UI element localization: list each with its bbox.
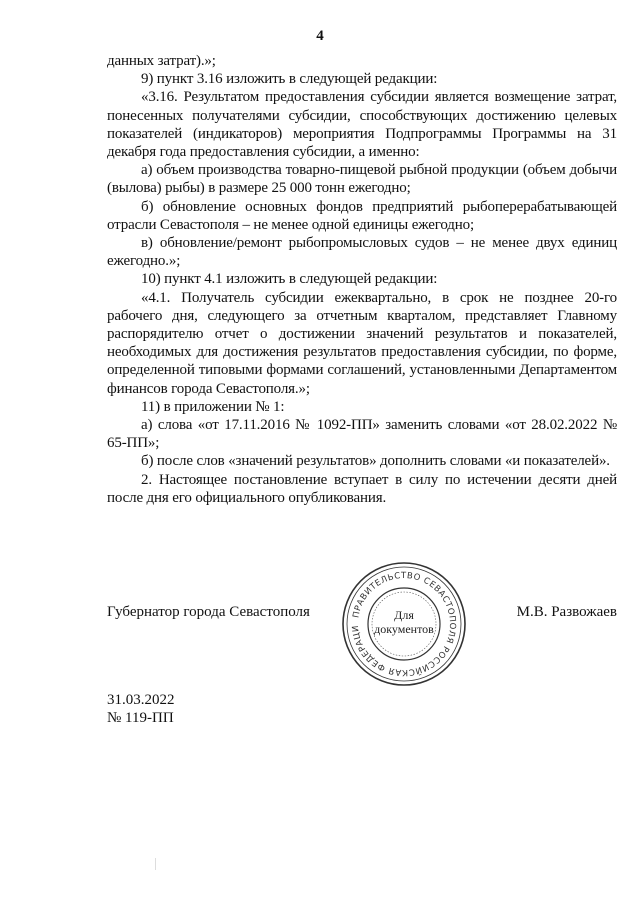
paragraph-3-16-a: а) объем производства товарно-пищевой рыбной продукции (объем добычи (вылова) рыбы) в размере 25 000 тонн ежегодно;: [107, 162, 617, 197]
paragraph-3-16-b: б) обновление основных фондов предприятий рыбоперерабатывающей отрасли Севастополя – не менее одной единицы ежегодно;: [107, 198, 617, 233]
stamp-center-text: [340, 608, 468, 636]
signatory-title: Губернатор города Севастополя: [107, 604, 310, 620]
official-stamp: [340, 560, 468, 688]
document-number: № 119-ПП: [107, 710, 174, 726]
document-body: [107, 52, 617, 507]
signatory-name: М.В. Развожаев: [516, 604, 617, 620]
document-date: 31.03.2022: [107, 692, 175, 708]
paragraph-item-10: 10) пункт 4.1 изложить в следующей редакции:: [141, 271, 438, 288]
stamp-line-2: документов: [374, 622, 434, 636]
paragraph-3-16-v: в) обновление/ремонт рыбопромысловых судов – не менее двух единиц ежегодно.»;: [107, 235, 617, 270]
paragraph-clause-2: 2. Настоящее постановление вступает в силу по истечении десяти дней после дня его официального опубликования.: [107, 471, 617, 506]
paragraph-continuation: данных затрат).»;: [107, 53, 216, 69]
scan-artifact: [155, 858, 156, 870]
paragraph-item-11-b: б) после слов «значений результатов» дополнить словами «и показателей».: [141, 453, 610, 470]
paragraph-item-9: 9) пункт 3.16 изложить в следующей редакции:: [141, 71, 438, 88]
stamp-line-1: Для: [394, 608, 414, 622]
paragraph-3-16: «3.16. Результатом предоставления субсидии является возмещение затрат, понесенных получателями субсидии, способствующих достижению целевых показателей (индикаторов) мероприятия Подпрограммы Программы на 31 декабря года предоставления субсидии, а именно:: [107, 89, 617, 161]
page-number: 4: [316, 28, 324, 44]
paragraph-4-1: «4.1. Получатель субсидии ежеквартально, в срок не позднее 20-го рабочего дня, следующего за отчетным кварталом, представляет Главному распорядителю отчет о достижении значений результатов и показателей, необходимых для достижения результатов предоставления субсидии, по форме, определенной типовыми формами соглашений, установленными Департаментом финансов города Севастополя.»;: [107, 289, 617, 397]
paragraph-item-11-a: а) слова «от 17.11.2016 № 1092-ПП» заменить словами «от 28.02.2022 № 65-ПП»;: [107, 417, 617, 452]
paragraph-item-11: 11) в приложении № 1:: [141, 398, 285, 415]
svg-text:ПРАВИТЕЛЬСТВО СЕВАСТОПОЛЯ РОСС: ПРАВИТЕЛЬСТВО СЕВАСТОПОЛЯ РОССИЙСКАЯ ФЕДЕРАЦИ: [350, 570, 458, 678]
